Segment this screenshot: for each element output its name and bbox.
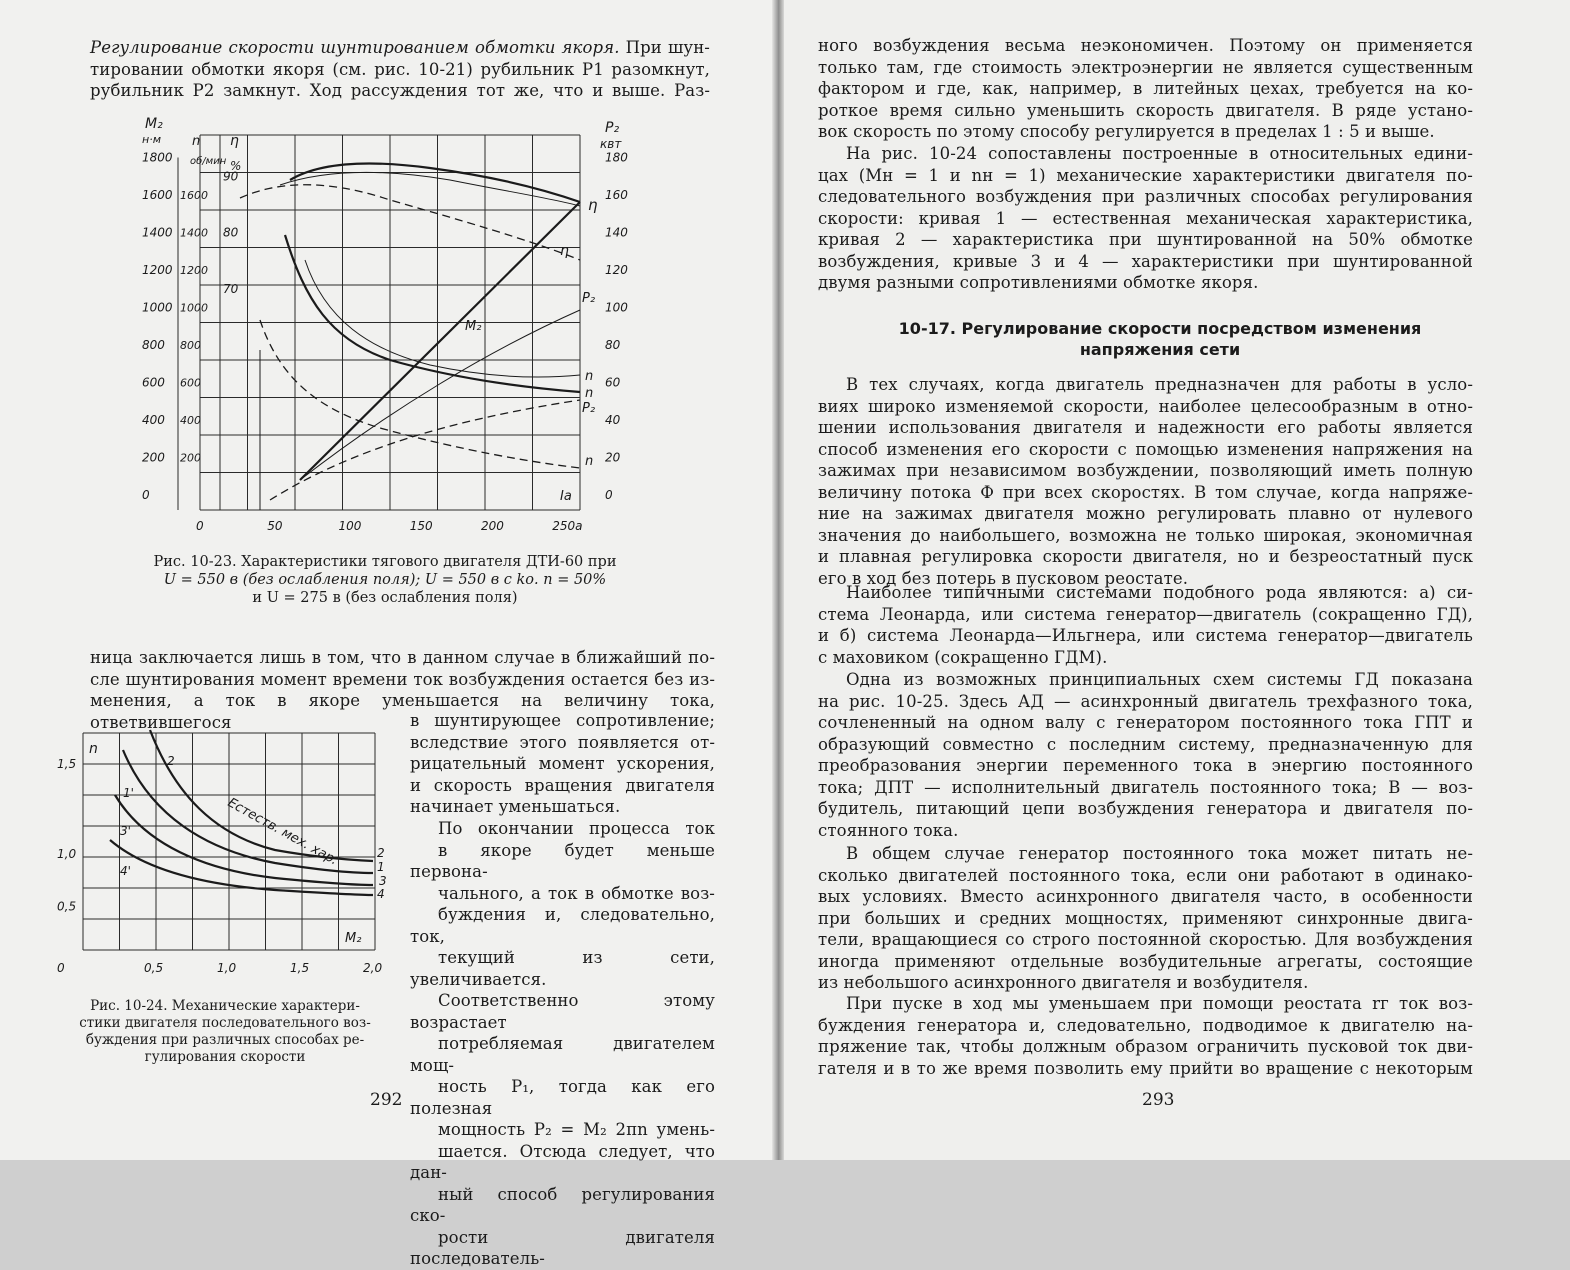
x-tick-label: 250а xyxy=(552,519,583,533)
left-side-paragraph-1 xyxy=(410,710,715,818)
figure-10-23-chart xyxy=(130,110,640,540)
eta-tick-label: 80 xyxy=(223,225,239,240)
text-line: только там, где стоимость электроэнергии не является существенным xyxy=(818,57,1473,77)
figure-10-24-caption-line: буждения при различных способах ре- xyxy=(85,1032,365,1048)
n-tick-label: 1600 xyxy=(180,189,208,202)
text-line: будитель, питающий цепи возбуждения генератора и двигателя по- xyxy=(818,799,1473,818)
x-tick-label: 100 xyxy=(338,519,362,533)
text-line: рубильник Р2 замкнут. Ход рассуждения тот же, что и выше. Раз- xyxy=(90,81,710,100)
right-tick-label: 0 xyxy=(605,488,613,502)
text-line: чального, а ток в обмотке воз- xyxy=(438,883,715,903)
text-line: зажимах при независимом возбуждении, позволяющий иметь полную xyxy=(818,461,1473,480)
x-tick-label: 2,0 xyxy=(363,961,383,975)
text-line: преобразования энергии переменного тока в энергию постоянного xyxy=(818,756,1473,775)
left-tick-label: 0 xyxy=(142,488,150,502)
eta-tick-label: 70 xyxy=(223,281,239,296)
text-line: ность P₁, тогда как его полезная xyxy=(410,1077,715,1118)
text-line: В общем случае генератор постоянного тока может питать не- xyxy=(846,844,1473,863)
text-line: начинает уменьшаться. xyxy=(410,797,621,816)
figure-10-24-caption xyxy=(55,998,395,1066)
left-tick-label: 400 xyxy=(142,413,165,427)
n-curve-label: n xyxy=(585,454,594,469)
n-tick-label: 400 xyxy=(180,414,201,427)
p2-axis-title: P₂ xyxy=(605,120,620,136)
n-tick-label: 1000 xyxy=(180,301,208,315)
right-tick-label: 140 xyxy=(605,225,628,240)
text-line: текущий из сети, увеличивается. xyxy=(410,948,715,989)
right-paragraph-3 xyxy=(818,374,1473,589)
curve-prime-label: 3' xyxy=(120,824,131,838)
text-line: с маховиком (сокращенно ГДМ). xyxy=(818,647,1108,667)
left-tick-label: 800 xyxy=(142,338,165,352)
n-axis-unit: об/мин xyxy=(190,156,227,167)
text-line: фактором и где, как, например, в литейных цехах, требуется на ко- xyxy=(818,79,1473,98)
text-line: вых условиях. Вместо асинхронного двигателя часто, в особенности xyxy=(818,887,1473,906)
p2-curve-label: P₂ xyxy=(582,401,596,416)
figure-10-23-caption-line: и U = 275 в (без ослабления поля) xyxy=(252,590,518,606)
eta-curve-label: η xyxy=(560,243,569,259)
text-line: потребляемая двигателем мощ- xyxy=(410,1034,715,1075)
text-line: Соответственно этому возрастает xyxy=(410,991,715,1032)
right-paragraph-7 xyxy=(818,993,1473,1079)
right-tick-label: 60 xyxy=(605,375,621,390)
y-tick-label: 0,5 xyxy=(57,899,77,914)
n-tick-label: 1200 xyxy=(180,264,208,277)
right-paragraph-4 xyxy=(818,582,1473,668)
y-tick-label: 1,0 xyxy=(57,846,77,861)
text-line: менения, а ток в якоре уменьшается на величину тока, ответвившегося xyxy=(90,691,715,732)
section-heading-line: 10-17. Регулирование скорости посредством изменения xyxy=(898,319,1422,338)
n-axis-title: n xyxy=(192,134,201,149)
text-line: В тех случаях, когда двигатель предназначен для работы в усло- xyxy=(846,375,1473,394)
text-line: из небольшого асинхронного двигателя и возбудителя. xyxy=(818,973,1309,992)
x-tick-label: 0 xyxy=(196,519,204,533)
text-line: тировании обмотки якоря (см. рис. 10-21) рубильник Р1 разомкнут, xyxy=(90,59,710,79)
text-line: роткое время сильно уменьшить скорость двигателя. В ряде устано- xyxy=(818,100,1473,120)
text-line: способ изменения его скорости с помощью изменения напряжения на xyxy=(818,439,1473,459)
text-line: возбуждения, кривые 3 и 4 — характеристики при шунтированной xyxy=(818,251,1473,271)
figure-10-24-caption-line: стики двигателя последовательного воз- xyxy=(79,1015,371,1031)
text-line: и скорость вращения двигателя xyxy=(410,775,715,795)
left-top-paragraph xyxy=(90,37,710,102)
text-line: ние на зажимах двигателя можно регулировать плавно от нулевого xyxy=(818,504,1473,523)
right-tick-label: 160 xyxy=(605,188,628,202)
eta-tick-label: 90 xyxy=(223,169,239,184)
m2-curve-label: M₂ xyxy=(465,319,482,334)
text-line: кривая 2 — характеристика при шунтированной на 50% обмотке xyxy=(818,230,1473,249)
y-tick-label: 1,5 xyxy=(57,757,77,771)
right-tick-label: 80 xyxy=(605,338,621,352)
p2-axis-unit: квт xyxy=(600,137,622,151)
x-tick-label: 1,0 xyxy=(217,961,237,975)
left-tick-label: 1000 xyxy=(142,300,173,315)
curve-prime-label: 1' xyxy=(123,786,134,800)
text-line: мощность P₂ = M₂ 2πn умень- xyxy=(438,1120,715,1139)
p2-curve-label: P₂ xyxy=(582,291,596,306)
right-tick-label: 180 xyxy=(605,150,628,165)
text-line: сле шунтирования момент времени ток возбуждения остается без из- xyxy=(90,669,715,689)
x-axis-label: M₂ xyxy=(345,931,362,946)
text-line: сколько двигателей постоянного тока, если они работают в одинако- xyxy=(818,865,1473,885)
right-tick-label: 120 xyxy=(605,263,628,277)
left-tick-label: 1600 xyxy=(142,188,173,202)
m2-axis-title: M₂ xyxy=(145,116,163,132)
right-tick-label: 40 xyxy=(605,413,621,427)
chart-curve xyxy=(270,400,580,500)
n-tick-label: 600 xyxy=(180,376,201,390)
mech-curve xyxy=(110,840,373,895)
text-line: тока; ДПТ — исполнительный двигатель постоянного тока; В — воз- xyxy=(818,777,1473,797)
n-tick-label: 800 xyxy=(180,339,201,352)
y-axis-label: n xyxy=(89,741,98,757)
left-tick-label: 200 xyxy=(142,450,165,465)
x-tick-label: 150 xyxy=(409,519,433,533)
text-line: виях широко изменяемой скорости, наиболее целесообразным в отно- xyxy=(818,396,1473,416)
text-line: в якоре будет меньше первона- xyxy=(410,840,715,881)
left-tick-label: 1400 xyxy=(142,225,173,240)
curve-number: 1 xyxy=(377,860,385,874)
text-line: цах (Mн = 1 и nн = 1) механические характеристики двигателя по- xyxy=(818,165,1473,185)
text-line: скорости: кривая 1 — естественная механическая характеристика, xyxy=(818,208,1473,228)
right-paragraph-6 xyxy=(818,843,1473,994)
text-line: при больших и средних мощностях, применяют синхронные двига- xyxy=(818,908,1473,928)
figure-10-23-caption-line: Рис. 10-23. Характеристики тягового двигателя ДТИ-60 при xyxy=(153,554,617,570)
text-line: Наиболее типичными системами подобного рода являются: а) си- xyxy=(846,583,1473,602)
text-line: Одна из возможных принципиальных схем системы ГД показана xyxy=(846,670,1473,689)
text-line: тели, вращающиеся со строго постоянной скоростью. Для возбуждения xyxy=(818,930,1473,949)
figure-10-24-caption-line: гулирования скорости xyxy=(144,1049,306,1065)
eta-curve-label: η xyxy=(588,196,598,214)
figure-10-24-chart xyxy=(55,725,400,983)
n-tick-label: 1400 xyxy=(180,226,208,240)
text-line: ный способ регулирования ско- xyxy=(410,1184,715,1225)
text-line: шается. Отсюда следует, что дан- xyxy=(410,1141,715,1182)
n-curve-label: n xyxy=(585,386,594,401)
text-line: ного возбуждения весьма неэкономичен. Поэтому он применяется xyxy=(818,36,1473,55)
eta-axis-title: η xyxy=(230,133,239,149)
right-paragraph-1 xyxy=(818,35,1473,143)
text-line: стоянного тока. xyxy=(818,820,959,840)
text-line: сочлененный на одном валу с генератором постоянного тока ГПТ и xyxy=(818,713,1473,732)
text-line: При пуске в ход мы уменьшаем при помощи реостата rг ток воз- xyxy=(846,994,1473,1013)
chart-curve xyxy=(240,185,580,260)
n-curve-label: n xyxy=(585,369,594,384)
x-tick-label: 50 xyxy=(267,519,283,533)
text-line: пряжение так, чтобы должным образом ограничить пусковой ток дви- xyxy=(818,1037,1473,1056)
text-line: величину потока Ф при всех скоростях. В том случае, когда напряже- xyxy=(818,482,1473,502)
curve-number: 2 xyxy=(377,846,385,860)
book-gutter xyxy=(772,0,784,1160)
figure-10-23-caption-line: U = 550 в (без ослабления поля); U = 550 в с kо. п = 50% xyxy=(163,572,607,588)
right-tick-label: 100 xyxy=(605,300,628,315)
text-line: и плавная регулировка скорости двигателя, но и безреостатный пуск xyxy=(818,547,1473,566)
text-line: и б) система Леонарда—Ильгнера, или система генератор—двигатель xyxy=(818,626,1473,645)
x-tick-label: 0,5 xyxy=(144,961,164,975)
text-line: вследствие этого появляется от- xyxy=(410,732,715,752)
y-tick-label: 0 xyxy=(57,961,65,975)
text-line: Регулирование скорости шунтированием обмотки якоря. При шун- xyxy=(90,38,710,57)
n-tick-label: 200 xyxy=(180,451,201,465)
text-line: вок скорость по этому способу регулируется в пределах 1 : 5 и выше. xyxy=(818,122,1435,141)
right-paragraph-2 xyxy=(818,143,1473,294)
curve-number: 3 xyxy=(379,874,387,888)
text-line: гателя и в то же время позволить ему прийти во вращение с некоторым xyxy=(818,1058,1473,1078)
left-tick-label: 600 xyxy=(142,375,165,390)
x-tick-label: 1,5 xyxy=(290,961,310,975)
x-tick-label: 200 xyxy=(481,519,504,533)
text-line: рости двигателя последователь- xyxy=(410,1227,715,1268)
left-tick-label: 1200 xyxy=(142,263,173,277)
text-line: значения до наибольшего, возможна не только широкая, экономичная xyxy=(818,525,1473,545)
text-line: ница заключается лишь в том, что в данном случае в ближайший по- xyxy=(90,648,715,667)
eta-axis-unit: % xyxy=(230,159,242,173)
figure-10-23-caption xyxy=(110,553,660,607)
text-line: рицательный момент ускорения, xyxy=(410,754,715,773)
text-line: буждения и, следовательно, ток, xyxy=(410,905,715,946)
text-line: следовательного возбуждения при различных способах регулирования xyxy=(818,187,1473,206)
text-line: иногда применяют отдельные возбудительные агрегаты, состоящие xyxy=(818,951,1473,971)
text-line: шении использования двигателя и надежности его работы является xyxy=(818,418,1473,437)
left-side-paragraph-2 xyxy=(410,818,715,1270)
text-line: образующий совместно с последним систему, предназначенную для xyxy=(818,734,1473,754)
section-heading xyxy=(850,318,1470,360)
m2-axis-unit: н·м xyxy=(142,133,161,146)
curve-number: 4 xyxy=(377,887,385,901)
text-line: на рис. 10-25. Здесь АД — асинхронный двигатель трехфазного тока, xyxy=(818,691,1473,711)
right-page-number: 293 xyxy=(1142,1090,1175,1110)
left-page-number: 292 xyxy=(370,1090,403,1110)
curve-prime-label: 4' xyxy=(120,864,131,878)
natural-characteristic-label: Естеств. мех. хар. xyxy=(225,795,341,869)
left-tick-label: 1800 xyxy=(142,150,173,165)
chart-curve xyxy=(285,235,580,392)
section-heading-line: напряжения сети xyxy=(1079,340,1241,359)
right-paragraph-5 xyxy=(818,669,1473,841)
figure-10-24-caption-line: Рис. 10-24. Механические характери- xyxy=(90,998,360,1014)
text-line: его в ход без потерь в пусковом реостате. xyxy=(818,568,1189,588)
ia-axis-title: Iа xyxy=(560,489,572,504)
curve-prime-label: 2 xyxy=(167,754,175,768)
text-line: По окончании процесса ток xyxy=(438,819,715,838)
text-line: двумя разными сопротивлениями обмотке якоря. xyxy=(818,273,1259,292)
text-line: На рис. 10-24 сопоставлены построенные в относительных едини- xyxy=(846,144,1473,163)
text-line: в шунтирующее сопротивление; xyxy=(410,711,715,730)
right-tick-label: 20 xyxy=(605,450,621,465)
text-line: буждения генератора и, следовательно, подводимое к двигателю на- xyxy=(818,1015,1473,1035)
text-line: стема Леонарда, или система генератор—двигатель (сокращенно ГД), xyxy=(818,604,1473,624)
